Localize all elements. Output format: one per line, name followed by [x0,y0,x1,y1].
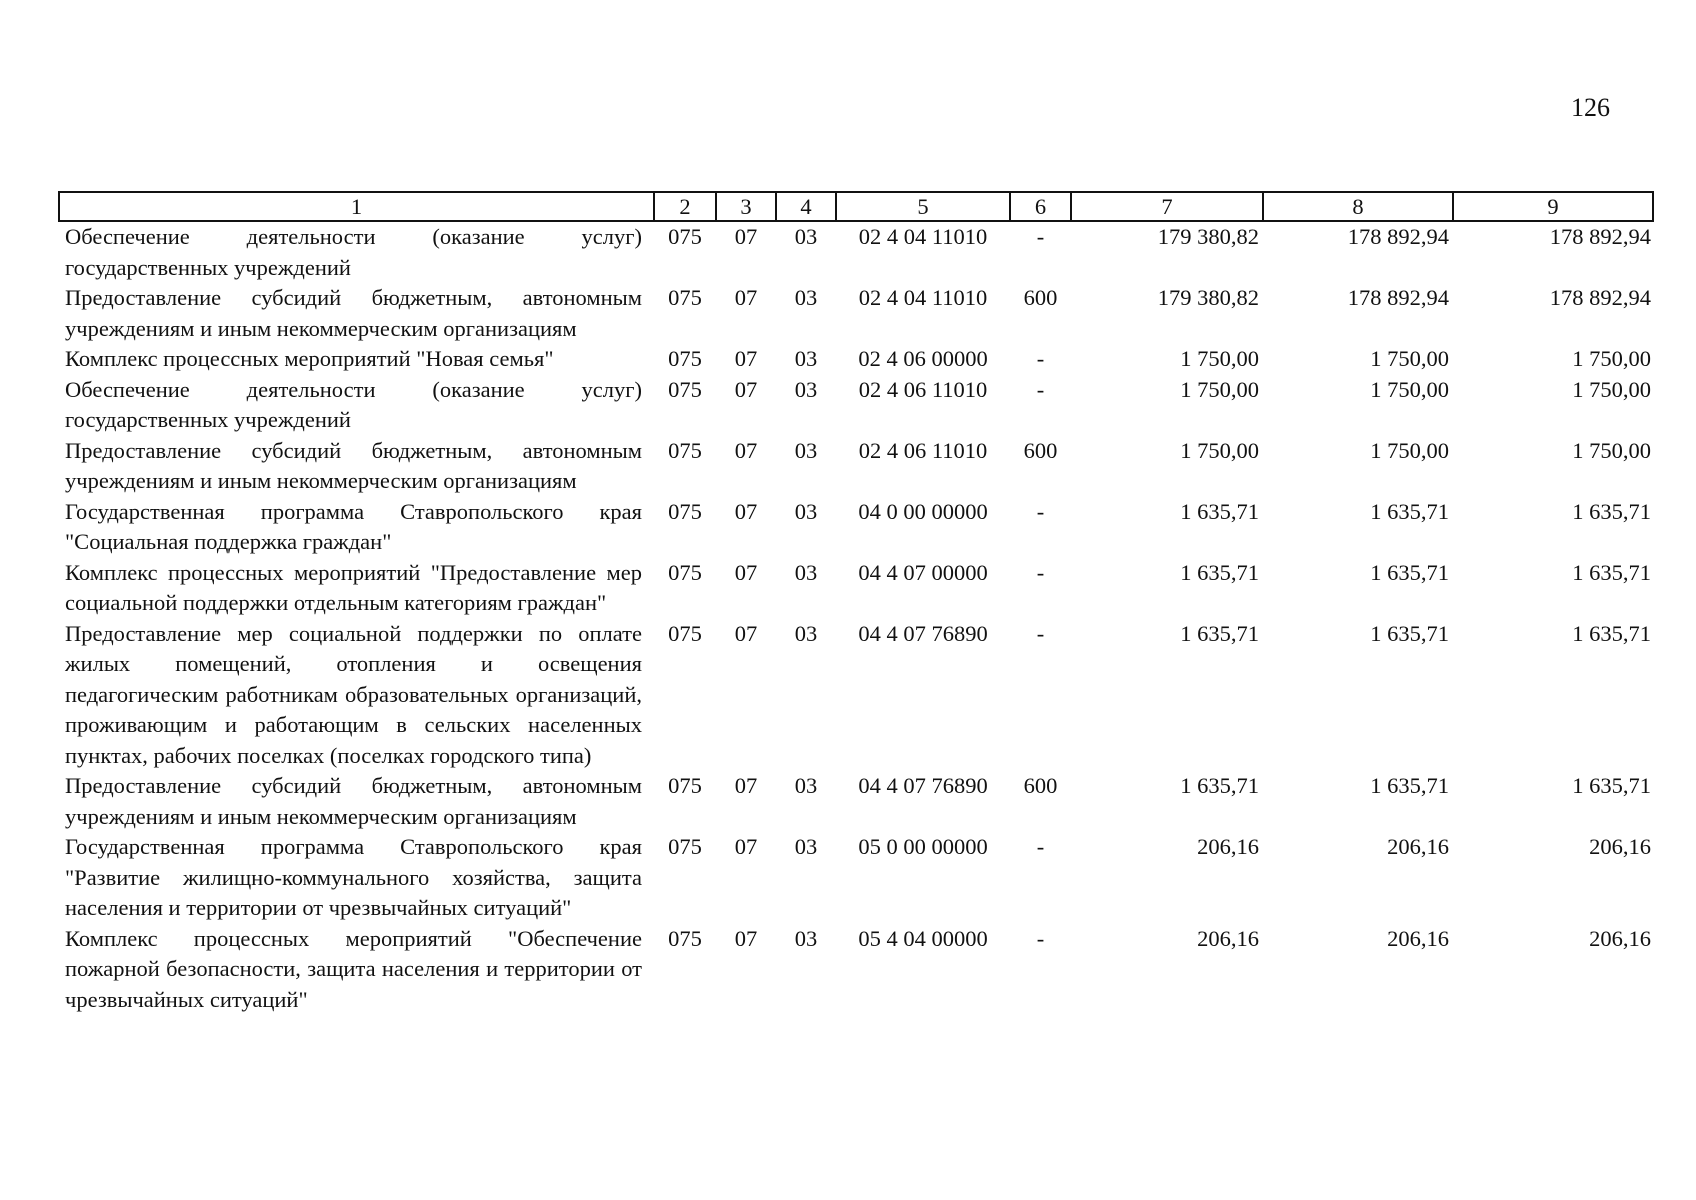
amount-3: 206,16 [1589,834,1651,859]
section-code: 07 [734,224,758,249]
table-row [59,771,1653,832]
column-header: 8 [1263,192,1453,221]
ministry-code: 075 [668,224,702,249]
amount-1: 1 750,00 [1180,346,1259,371]
column-header: 2 [654,192,716,221]
ministry-code: 075 [668,925,702,951]
amount-3: 1 635,71 [1572,773,1651,798]
section-code: 07 [734,437,758,463]
target-code: 05 4 04 00000 [858,925,988,951]
target-code: 04 4 07 76890 [858,773,988,798]
ministry-code: 075 [668,437,702,463]
subsection-code: 03 [794,376,818,402]
amount-1: 179 380,82 [1157,285,1259,310]
row-name: Государственная программа Ставропольского края "Развитие жилищно-коммунального хозяйства, защита населения и территории от чрезвычайных ситуаций" [65,834,642,920]
subsection-code: 03 [794,498,818,524]
target-code: 02 4 06 00000 [858,346,988,371]
target-code: 02 4 04 11010 [858,224,988,249]
row-name: Предоставление субсидий бюджетным, автономным учреждениям и иным некоммерческим организациям [65,285,642,341]
expense-type-code: - [1036,559,1045,585]
section-code: 07 [734,498,758,524]
amount-2: 178 892,94 [1347,224,1449,249]
page-number: 126 [1571,93,1610,122]
ministry-code: 075 [668,773,702,798]
table-row [59,558,1653,619]
table-row [59,619,1653,772]
ministry-code: 075 [668,498,702,524]
row-name: Предоставление субсидий бюджетным, автономным учреждениям и иным некоммерческим организациям [65,437,642,493]
amount-3: 178 892,94 [1549,224,1651,249]
table-row [59,283,1653,344]
expense-type-code: - [1036,620,1045,646]
section-code: 07 [734,620,758,646]
amount-2: 1 750,00 [1370,376,1449,402]
row-name: Предоставление субсидий бюджетным, автономным учреждениям и иным некоммерческим организациям [65,773,642,829]
amount-1: 1 635,71 [1180,773,1259,798]
expense-type-code: - [1036,498,1045,524]
section-code: 07 [734,285,758,310]
amount-1: 1 635,71 [1180,620,1259,646]
amount-3: 178 892,94 [1549,285,1651,310]
row-name: Предоставление мер социальной поддержки по оплате жилых помещений, отопления и освещения педагогическим работникам образовательных организаций, проживающим и работающим в сельских населенных пунктах, рабочих поселках (поселках городского типа) [65,620,642,768]
amount-2: 1 635,71 [1370,559,1449,585]
expense-type-code: 600 [1023,285,1058,310]
column-header: 1 [59,192,654,221]
row-name: Комплекс процессных мероприятий "Новая семья" [65,346,554,371]
row-name: Комплекс процессных мероприятий "Обеспечение пожарной безопасности, защита населения и территории от чрезвычайных ситуаций" [65,925,642,1012]
expense-type-code: - [1036,834,1045,859]
table-row [59,375,1653,436]
section-code: 07 [734,925,758,951]
section-code: 07 [734,559,758,585]
amount-2: 1 750,00 [1370,437,1449,463]
amount-2: 1 635,71 [1370,773,1449,798]
subsection-code: 03 [794,224,818,249]
amount-2: 206,16 [1387,925,1449,951]
target-code: 02 4 06 11010 [858,376,988,402]
expense-type-code: - [1036,346,1045,371]
expense-type-code: - [1036,925,1045,951]
row-name: Обеспечение деятельности (оказание услуг) государственных учреждений [65,376,642,432]
ministry-code: 075 [668,285,702,310]
table-row [59,832,1653,924]
subsection-code: 03 [794,620,818,646]
amount-1: 206,16 [1197,834,1259,859]
row-name: Комплекс процессных мероприятий "Предоставление мер социальной поддержки отдельным категориям граждан" [65,559,642,615]
section-code: 07 [734,834,758,859]
amount-3: 1 635,71 [1572,620,1651,646]
amount-1: 206,16 [1197,925,1259,951]
target-code: 04 0 00 00000 [858,498,988,524]
target-code: 04 4 07 00000 [858,559,988,585]
column-header: 3 [716,192,776,221]
subsection-code: 03 [794,346,818,371]
table-body [59,221,1653,1015]
table-row [59,221,1653,283]
table-row [59,924,1653,1016]
amount-2: 1 635,71 [1370,620,1449,646]
row-name: Государственная программа Ставропольского края "Социальная поддержка граждан" [65,498,642,554]
expense-type-code: 600 [1023,773,1058,798]
subsection-code: 03 [794,834,818,859]
ministry-code: 075 [668,834,702,859]
ministry-code: 075 [668,620,702,646]
amount-3: 1 750,00 [1572,437,1651,463]
section-code: 07 [734,773,758,798]
subsection-code: 03 [794,559,818,585]
amount-2: 178 892,94 [1347,285,1449,310]
amount-1: 1 635,71 [1180,498,1259,524]
amount-1: 1 635,71 [1180,559,1259,585]
header-row [59,192,1653,221]
amount-3: 1 635,71 [1572,559,1651,585]
amount-2: 1 635,71 [1370,498,1449,524]
column-header: 4 [776,192,836,221]
subsection-code: 03 [794,773,818,798]
column-header: 9 [1453,192,1653,221]
row-name: Обеспечение деятельности (оказание услуг) государственных учреждений [65,224,642,280]
amount-1: 1 750,00 [1180,376,1259,402]
amount-1: 179 380,82 [1157,224,1259,249]
subsection-code: 03 [794,285,818,310]
amount-3: 1 750,00 [1572,346,1651,371]
amount-2: 206,16 [1387,834,1449,859]
amount-3: 1 635,71 [1572,498,1651,524]
subsection-code: 03 [794,437,818,463]
target-code: 02 4 06 11010 [858,437,988,463]
amount-1: 1 750,00 [1180,437,1259,463]
section-code: 07 [734,346,758,371]
target-code: 02 4 04 11010 [858,285,988,310]
table-header [59,192,1653,221]
ministry-code: 075 [668,559,702,585]
budget-table [58,191,1654,1015]
amount-3: 1 750,00 [1572,376,1651,402]
column-header: 5 [836,192,1010,221]
expense-type-code: 600 [1023,437,1058,463]
ministry-code: 075 [668,376,702,402]
ministry-code: 075 [668,346,702,371]
amount-2: 1 750,00 [1370,346,1449,371]
table-row [59,436,1653,497]
target-code: 04 4 07 76890 [858,620,988,646]
expense-type-code: - [1036,224,1045,249]
subsection-code: 03 [794,925,818,951]
column-header: 7 [1071,192,1263,221]
expense-type-code: - [1036,376,1045,402]
section-code: 07 [734,376,758,402]
column-header: 6 [1010,192,1071,221]
amount-3: 206,16 [1589,925,1651,951]
table-row [59,344,1653,375]
target-code: 05 0 00 00000 [858,834,988,859]
table-row [59,497,1653,558]
